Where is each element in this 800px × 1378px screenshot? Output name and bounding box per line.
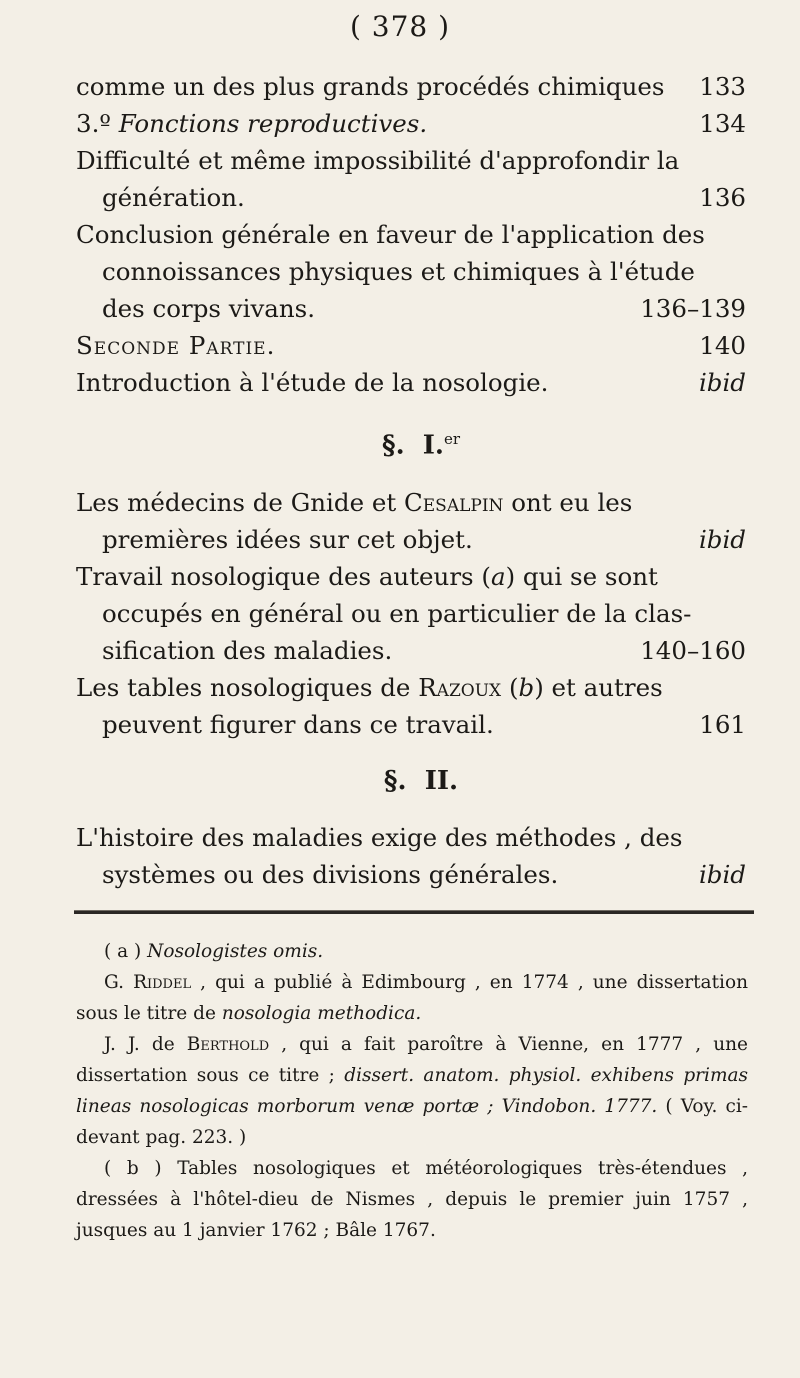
toc-entry-nosological-work: Travail nosologique des auteurs (a) qui se sont occupés en général ou en particulier de la clas- sification des maladies. 140–160: [76, 558, 746, 669]
page-number: ( 378 ): [349, 10, 451, 43]
toc-entry-general-conclusion: Conclusion générale en faveur de l'application des connoissances physiques et chimiques à l'étude des corps vivans. 136–139: [76, 216, 746, 327]
section-heading-1: §. I.$^{er}$: [381, 430, 461, 461]
toc-page-ref: ibid: [698, 524, 746, 554]
section-heading-2: §. II.: [383, 765, 459, 796]
toc-entry-reproductive-functions: 3.º Fonctions reproductives. 134: [76, 105, 746, 142]
toc-entry-razoux-tables: Les tables nosologiques de Razoux (b) et autres peuvent figurer dans ce travail. 161: [76, 669, 746, 743]
table-of-contents: [76, 68, 746, 893]
footnote-a-riddel: G. Riddel , qui a publié à Edimbourg , en 1774 , une dissertation sous le titre de nosologia methodica.: [76, 972, 748, 1024]
toc-page-ref: ibid: [698, 368, 746, 397]
toc-page-ref: 161: [699, 709, 746, 739]
toc-entry-chemical-processes: comme un des plus grands procédés chimiques 133: [76, 68, 746, 105]
toc-page-ref: 136: [699, 183, 746, 212]
toc-page-ref: ibid: [698, 859, 746, 889]
toc-entry-second-part: Seconde Partie. 140: [76, 327, 746, 364]
footnotes: [76, 936, 748, 1246]
footnote-a-heading: ( a ) Nosologistes omis.: [104, 941, 324, 962]
toc-entry-history-of-diseases: L'histoire des maladies exige des méthodes , des systèmes ou des divisions générales. ibid: [76, 819, 746, 893]
footnote-separator-rule: [74, 910, 754, 914]
toc-entry-generation: Difficulté et même impossibilité d'approfondir la génération. 136: [76, 142, 746, 216]
footnote-mark-b[interactable]: b: [518, 672, 535, 702]
footnote-mark-a[interactable]: a: [490, 561, 506, 591]
toc-page-ref: 133: [699, 72, 746, 101]
toc-page-ref: 134: [699, 109, 746, 138]
footnote-b: ( b ) Tables nosologiques et météorologiques très-étendues , dressées à l'hôtel-dieu de Nismes , depuis le premier juin 1757 , jusques au 1 janvier 1762 ; Bâle 1767.: [76, 1158, 748, 1241]
footnote-a-berthold: J. J. de Berthold , qui a fait paroître à Vienne, en 1777 , une dissertation sous ce titre ; dissert. anatom. physiol. exhibens primas lineas nosologicas morborum venæ portæ ; Vindobon. 1777. ( Voy. ci-devant pag. 223. ): [76, 1034, 749, 1148]
toc-page-ref: 136–139: [640, 294, 746, 323]
toc-page-ref: 140: [699, 331, 746, 360]
toc-page-ref: 140–160: [640, 635, 746, 665]
toc-entry-gnide-cesalpin: Les médecins de Gnide et Cesalpin ont eu les premières idées sur cet objet. ibid: [76, 484, 746, 558]
toc-entry-nosology-intro: Introduction à l'étude de la nosologie. ibid: [76, 364, 746, 401]
